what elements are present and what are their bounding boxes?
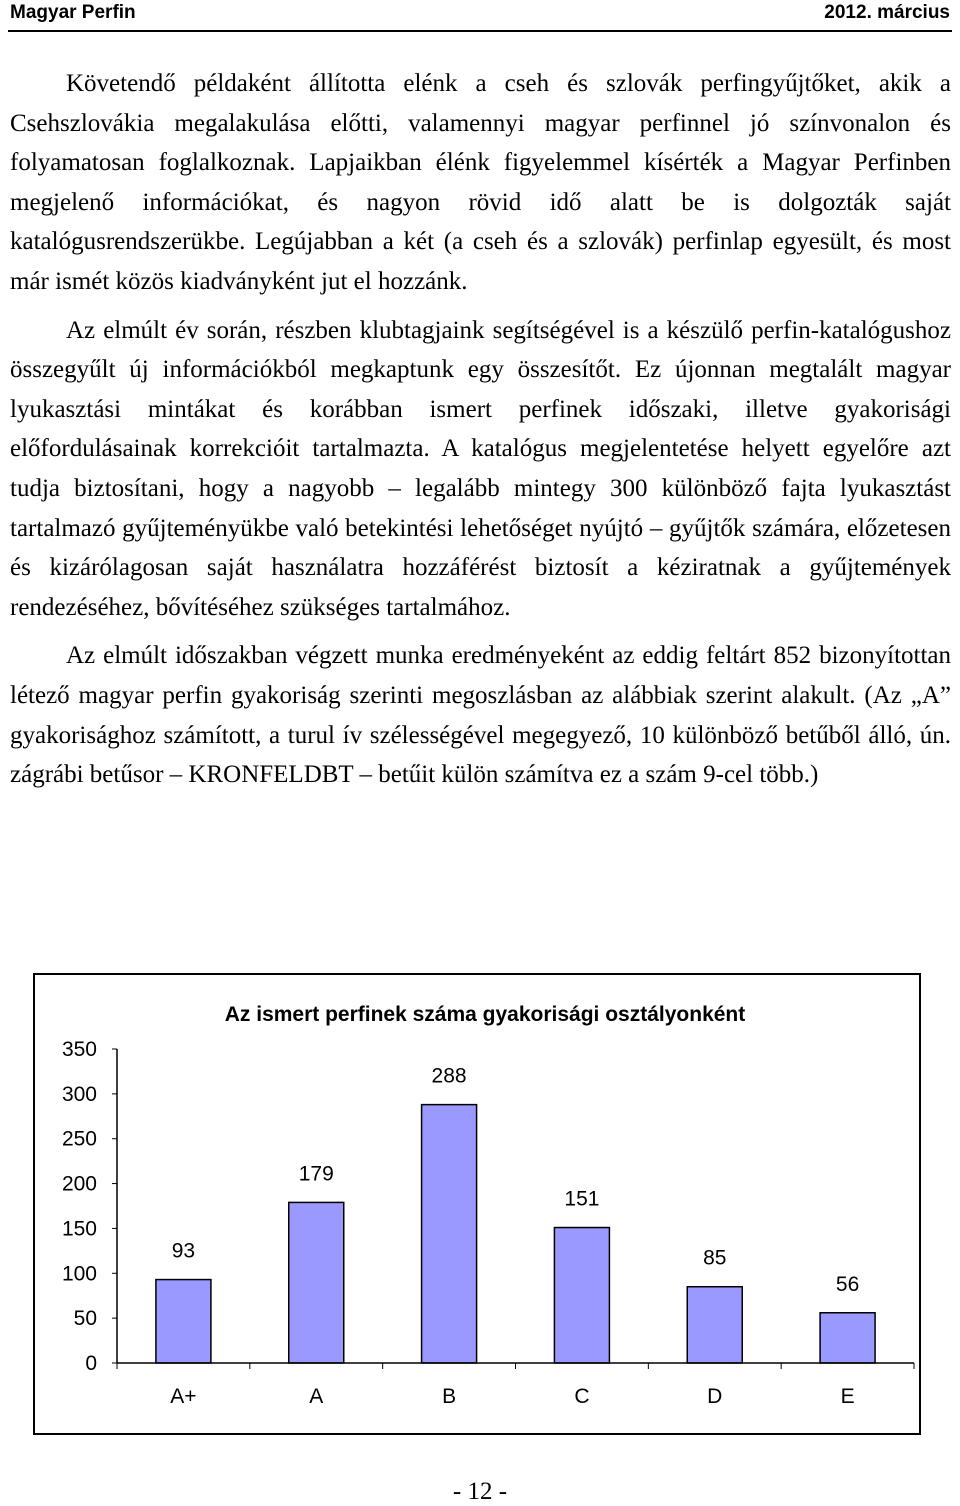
page-number: - 12 - — [452, 1478, 508, 1505]
x-category-label: B — [442, 1385, 457, 1408]
data-label: 85 — [703, 1246, 727, 1270]
paragraph-1: Követendő példaként állította elénk a cseh és szlovák perfingyűjtőket, akik a Csehszlovákia megalakulása előtti, valamennyi magyar perfinnel jó színvonalon és folyamatosan foglalkoznak. Lapjaikban élénk figyelemmel kísérték a Magyar Perfinben megjelenő információkat, és nagyon rövid idő alatt be is dolgozták saját katalógusrendszerükbe. Legújabban a két (a cseh és a szlovák) perfinlap egyesült, és most már ismét közös kiadványként jut el hozzánk. — [10, 70, 951, 295]
paragraph-3: Az elmúlt időszakban végzett munka eredményeként az eddig feltárt 852 bizonyítottan létező magyar perfin gyakoriság szerinti megoszlásban az alábbiak szerint alakult. (Az „A” gyakorisághoz számított, a turul ív szélességével megegyező, 10 különböző betűből álló, ún. zágrábi betűsor – KRONFELDBT – betűit külön számítva ez a szám 9-cel több.) — [10, 642, 951, 789]
x-category-label: A — [309, 1385, 324, 1408]
bar-D — [687, 1287, 742, 1363]
bar-A — [289, 1202, 344, 1363]
y-tick-label: 50 — [73, 1307, 97, 1331]
bar-series — [156, 1065, 875, 1363]
bar-chart — [33, 973, 921, 1435]
y-tick-label: 0 — [85, 1352, 97, 1375]
bar-E — [820, 1313, 875, 1363]
chart-title: Az ismert perfinek száma gyakorisági osztályonként — [224, 1003, 746, 1026]
y-tick-label: 150 — [61, 1217, 97, 1241]
bar-chart-canvas — [35, 975, 919, 1433]
data-label: 288 — [431, 1064, 467, 1088]
issue-date: 2012. március — [824, 2, 950, 23]
data-label: 56 — [835, 1272, 860, 1296]
data-label: 151 — [564, 1187, 600, 1211]
bar-A+ — [156, 1280, 211, 1363]
x-axis — [117, 1363, 914, 1408]
x-category-label: C — [574, 1385, 590, 1408]
paragraph-2: Az elmúlt év során, részben klubtagjaink segítségével is a készülő perfin-katalógushoz összegyűlt új információkból megkaptunk egy összesítőt. Ez újonnan megtalált magyar lyukasztási mintákat és korábban ismert perfinek időszaki, illetve gyakorisági előfordulásainak korrekcióit tartalmazta. A katalógus megjelentetése helyett egyelőre azt tudja biztosítani, hogy a nagyobb – legalább mintegy 300 különböző fajta lyukasztást tartalmazó gyűjteményükbe való betekintési lehetőséget nyújtó – gyűjtők számára, előzetesen és kizárólagosan saját használatra hozzáférést biztosít a kéziratnak a gyűjtemények rendezéséhez, bővítéséhez szükséges tartalmához. — [10, 316, 951, 621]
y-tick-label: 350 — [61, 1038, 97, 1061]
article-body — [10, 64, 951, 804]
x-category-label: A+ — [170, 1385, 197, 1408]
data-label: 93 — [171, 1239, 196, 1263]
x-category-label: D — [707, 1385, 723, 1408]
x-category-label: E — [840, 1385, 855, 1408]
y-tick-label: 200 — [61, 1172, 97, 1196]
y-axis — [62, 1038, 117, 1375]
y-tick-label: 250 — [61, 1127, 97, 1151]
data-label: 179 — [298, 1162, 334, 1186]
bar-C — [554, 1228, 609, 1363]
journal-title: Magyar Perfin — [10, 2, 136, 23]
y-tick-label: 100 — [61, 1262, 97, 1286]
page-header — [8, 0, 952, 32]
y-tick-label: 300 — [61, 1082, 97, 1106]
bar-B — [422, 1105, 477, 1363]
